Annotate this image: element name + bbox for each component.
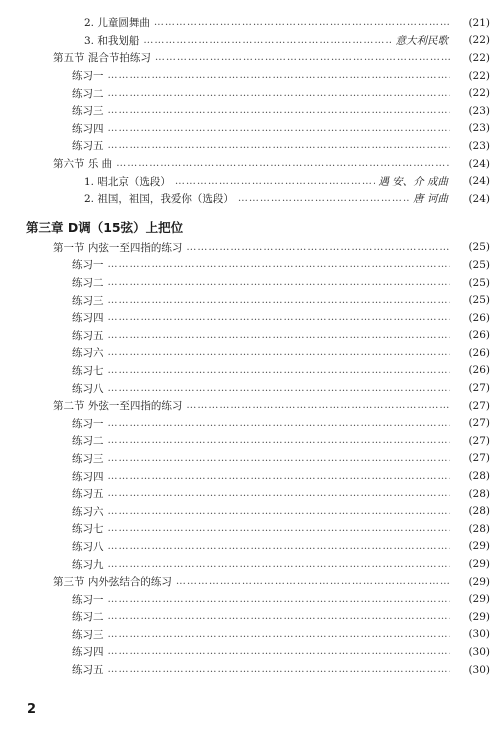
toc-entry — [0, 520, 500, 538]
entry-title: 练习一 — [72, 259, 104, 272]
entry-title: 第六节 乐 曲 — [53, 158, 113, 171]
dot-leader — [108, 312, 451, 323]
entry-title: 练习七 — [72, 523, 104, 536]
dot-leader — [154, 17, 450, 28]
entry-title: 2. 儿童圆舞曲 — [84, 17, 150, 30]
toc-entry — [0, 661, 500, 679]
entry-page: (29) — [468, 540, 490, 553]
toc-entry — [0, 643, 500, 661]
entry-title: 练习二 — [72, 611, 104, 624]
dot-leader — [176, 576, 450, 587]
entry-page: (24) — [468, 157, 490, 170]
entry-page: (22) — [468, 87, 490, 100]
entry-title: 练习一 — [72, 593, 104, 606]
dot-leader — [108, 140, 451, 151]
dot-leader — [108, 418, 451, 429]
entry-title: 练习四 — [72, 312, 104, 325]
entry-title: 练习二 — [72, 87, 104, 100]
dot-leader — [108, 611, 451, 622]
entry-page: (24) — [468, 192, 490, 205]
toc-entry — [0, 626, 500, 644]
entry-page: (23) — [468, 104, 490, 117]
toc-entry — [0, 555, 500, 573]
entry-page: (29) — [468, 610, 490, 623]
entry-page: (22) — [468, 34, 490, 47]
dot-leader — [108, 488, 451, 499]
dot-leader — [108, 435, 451, 446]
dot-leader — [108, 259, 451, 270]
toc-entry — [0, 102, 500, 120]
toc-entry — [0, 172, 500, 190]
section-entry — [0, 397, 500, 415]
entry-title: 练习八 — [72, 540, 104, 553]
dot-leader — [108, 347, 451, 358]
toc-entry — [0, 362, 500, 380]
dot-leader — [116, 158, 450, 169]
entry-title: 第五节 混合节拍练习 — [53, 52, 151, 65]
entry-title: 练习五 — [72, 488, 104, 501]
entry-page: (27) — [468, 452, 490, 465]
toc-entry — [0, 309, 500, 327]
entry-page: (22) — [468, 69, 490, 82]
entry-title: 练习二 — [72, 435, 104, 448]
entry-page: (26) — [468, 364, 490, 377]
toc-entry — [0, 379, 500, 397]
entry-title: 练习六 — [72, 505, 104, 518]
entry-title: 练习八 — [72, 382, 104, 395]
entry-page: (25) — [468, 276, 490, 289]
toc-entry — [0, 256, 500, 274]
entry-page: (29) — [468, 575, 490, 588]
entry-page: (25) — [468, 258, 490, 271]
dot-leader — [143, 35, 392, 46]
toc-entry — [0, 14, 500, 32]
entry-title: 练习一 — [72, 417, 104, 430]
dot-leader — [108, 295, 451, 306]
toc-entry — [0, 608, 500, 626]
entry-title: 第三章 D调（15弦）上把位 — [26, 219, 184, 235]
toc-entry — [0, 274, 500, 292]
dot-leader — [108, 471, 451, 482]
toc-entry — [0, 502, 500, 520]
entry-page: (25) — [468, 294, 490, 307]
entry-page: (27) — [468, 399, 490, 412]
entry-page: (28) — [468, 470, 490, 483]
toc-entry — [0, 432, 500, 450]
entry-credit: 唐 诃曲 — [413, 193, 448, 206]
dot-leader — [108, 594, 451, 605]
entry-title: 练习三 — [72, 628, 104, 641]
entry-title: 1. 唱北京（选段） — [84, 175, 171, 188]
entry-title: 练习五 — [72, 664, 104, 677]
dot-leader — [108, 383, 451, 394]
dot-leader — [108, 105, 451, 116]
dot-leader — [108, 646, 451, 657]
toc-entry — [0, 291, 500, 309]
entry-title: 练习四 — [72, 470, 104, 483]
entry-page: (30) — [468, 663, 490, 676]
entry-title: 练习九 — [72, 558, 104, 571]
entry-page: (22) — [468, 51, 490, 64]
toc-entry — [0, 590, 500, 608]
section-entry — [0, 49, 500, 67]
dot-leader — [108, 541, 451, 552]
entry-page: (30) — [468, 645, 490, 658]
entry-page: (23) — [468, 139, 490, 152]
toc-entry — [0, 538, 500, 556]
dot-leader — [155, 52, 450, 63]
entry-page: (28) — [468, 522, 490, 535]
entry-title: 练习二 — [72, 277, 104, 290]
dot-leader — [108, 453, 451, 464]
entry-page: (26) — [468, 329, 490, 342]
entry-page: (28) — [468, 487, 490, 500]
entry-credit: 遇 安、介 成曲 — [378, 175, 448, 188]
entry-page: (23) — [468, 122, 490, 135]
entry-title: 第三节 内外弦结合的练习 — [53, 576, 172, 589]
entry-page: (27) — [468, 417, 490, 430]
entry-title: 练习五 — [72, 329, 104, 342]
dot-leader — [108, 559, 451, 570]
entry-title: 练习六 — [72, 347, 104, 360]
dot-leader — [186, 400, 450, 411]
section-entry — [0, 155, 500, 173]
entry-title: 练习三 — [72, 294, 104, 307]
entry-title: 练习一 — [72, 70, 104, 83]
entry-page: (21) — [468, 16, 490, 29]
toc-entry — [0, 327, 500, 345]
dot-leader — [108, 70, 451, 81]
entry-page: (27) — [468, 382, 490, 395]
entry-title: 3. 和我划船 — [84, 34, 140, 47]
toc-entry — [0, 414, 500, 432]
entry-page: (30) — [468, 628, 490, 641]
entry-title: 练习五 — [72, 140, 104, 153]
toc-entry — [0, 67, 500, 85]
entry-title: 练习四 — [72, 646, 104, 659]
toc-entry — [0, 485, 500, 503]
entry-credit: 意大利民歌 — [395, 34, 448, 47]
entry-title: 练习三 — [72, 105, 104, 118]
dot-leader — [108, 629, 451, 640]
dot-leader — [186, 242, 450, 253]
toc-entry — [0, 190, 500, 208]
entry-page: (25) — [468, 241, 490, 254]
entry-title: 第一节 内弦一至四指的练习 — [53, 241, 183, 254]
chapter-heading — [0, 217, 500, 237]
entry-page: (28) — [468, 505, 490, 518]
toc-entry — [0, 344, 500, 362]
entry-title: 2. 祖国，祖国，我爱你（选段） — [84, 193, 234, 206]
dot-leader — [108, 664, 451, 675]
dot-leader — [108, 277, 451, 288]
toc-entry — [0, 120, 500, 138]
page-number: 2 — [27, 702, 37, 717]
dot-leader — [238, 193, 410, 204]
dot-leader — [108, 365, 451, 376]
entry-page: (26) — [468, 346, 490, 359]
entry-title: 第二节 外弦一至四指的练习 — [53, 400, 183, 413]
entry-page: (26) — [468, 311, 490, 324]
toc-entry — [0, 137, 500, 155]
toc-entry — [0, 450, 500, 468]
dot-leader — [108, 123, 451, 134]
entry-title: 练习四 — [72, 122, 104, 135]
dot-leader — [108, 506, 451, 517]
section-entry — [0, 573, 500, 591]
entry-page: (29) — [468, 558, 490, 571]
section-entry — [0, 239, 500, 257]
entry-page: (29) — [468, 593, 490, 606]
dot-leader — [108, 330, 451, 341]
toc-entry — [0, 32, 500, 50]
toc-entry — [0, 467, 500, 485]
toc-entry — [0, 84, 500, 102]
entry-title: 练习三 — [72, 452, 104, 465]
entry-page: (24) — [468, 175, 490, 188]
dot-leader — [175, 176, 375, 187]
dot-leader — [108, 88, 451, 99]
table-of-contents — [0, 14, 500, 678]
entry-title: 练习七 — [72, 364, 104, 377]
entry-page: (27) — [468, 434, 490, 447]
dot-leader — [108, 523, 451, 534]
